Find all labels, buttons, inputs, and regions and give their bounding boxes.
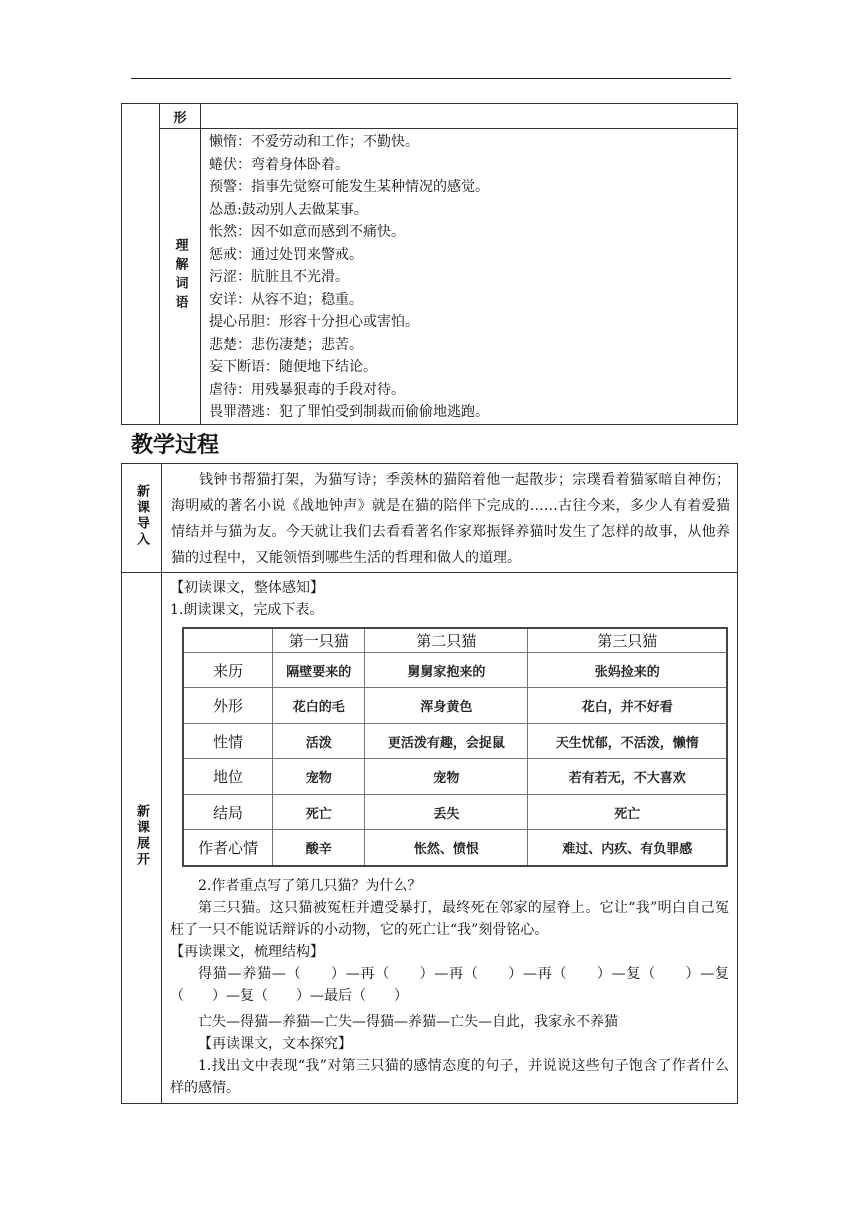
definition-item: 悲楚：悲伤凄楚；悲苦。 [209, 336, 363, 353]
definition-item: 惩戒：通过处罚来警戒。 [209, 246, 363, 263]
definition-item: 污涩：肮脏且不光滑。 [209, 269, 349, 285]
intro-cell [162, 464, 738, 573]
vocab-outer-cell [122, 104, 160, 425]
process-table [121, 463, 738, 1104]
header-rule [131, 78, 731, 79]
vocab-top-content [201, 104, 738, 129]
intro-label-cell [122, 464, 162, 573]
table-cell: 怅然、愤恨 [365, 830, 528, 866]
step2-structure-answer: 亡失—得猫—养猫—亡失—得猫—养猫—亡失—自此，我家永不养猫 [198, 1014, 618, 1030]
table-cell: 丢失 [365, 794, 528, 829]
table-row [183, 830, 727, 866]
table-cell: 更活泼有趣，会捉鼠 [365, 723, 528, 758]
row-label: 来历 [183, 653, 273, 688]
column-header [183, 628, 273, 653]
main-label-cell [122, 573, 162, 1104]
definition-item: 安详：从容不迫；稳重。 [209, 291, 363, 308]
row-label: 结局 [183, 794, 273, 829]
definition-list [201, 129, 737, 424]
definition-item: 怂恿:鼓动别人去做某事。 [209, 201, 368, 218]
main-label: 新课展开 [134, 804, 149, 868]
row-label: 外形 [183, 688, 273, 723]
table-cell: 宠物 [365, 759, 528, 794]
table-cell: 浑身黄色 [365, 688, 528, 723]
table-row [183, 653, 727, 688]
table-row [183, 723, 727, 758]
definition-item: 蜷伏：弯着身体卧着。 [209, 156, 349, 173]
table-cell: 死亡 [528, 794, 727, 829]
table-cell: 舅舅家抱来的 [365, 653, 528, 688]
vocab-definitions-cell [201, 129, 738, 425]
column-header: 第一只猫 [273, 628, 365, 653]
intro-text: 钱钟书帮猫打架，为猫写诗；季羡林的猫陪着他一起散步；宗璞看着猫冢暗自神伤；海明威的著名小说《战地钟声》就是在猫的陪伴下完成的……古往今来，多少人有着爱猫情结并与猫为友。今天就让我们去看看著名作家郑振铎养猫时发生了怎样的故事，从他养猫的过程中，又能领悟到哪些生活的哲理和做人的道理。 [171, 472, 730, 566]
definition-item: 虐待：用残暴狠毒的手段对待。 [209, 381, 405, 398]
table-cell: 花白，并不好看 [528, 688, 727, 723]
intro-label: 新课导入 [134, 484, 149, 548]
section-title: 教学过程 [131, 433, 220, 458]
definition-item: 怅然：因不如意而感到不痛快。 [209, 224, 405, 240]
step1-question2: 2.作者重点写了第几只猫？为什么？ [198, 878, 422, 894]
table-row [183, 759, 727, 794]
table-row [183, 794, 727, 829]
table-cell: 天生忧郁，不活泼，懒惰 [528, 723, 727, 758]
table-cell: 宠物 [273, 759, 365, 794]
vocab-side-label-cell [160, 129, 201, 425]
definition-item: 畏罪潜逃：犯了罪怕受到制裁而偷偷地逃跑。 [209, 404, 489, 420]
table-cell: 死亡 [273, 794, 365, 829]
cat-table-header [183, 628, 727, 653]
table-cell: 难过、内疚、有负罪感 [528, 830, 727, 866]
step3-heading: 【再读课文，文本探究】 [198, 1036, 352, 1052]
step2-structure-blank: 得猫—养猫—（ ）—再（ ）—再（ ）—再（ ）—复（ ）—复（ ）—复（ ）—最后（ ） [170, 966, 729, 1004]
column-header: 第二只猫 [365, 628, 528, 653]
vocabulary-table [121, 103, 738, 425]
definition-item: 妄下断语：随便地下结论。 [209, 359, 377, 375]
definition-item: 提心吊胆：形容十分担心或害怕。 [209, 314, 419, 330]
step1-question1: 1.朗读课文，完成下表。 [170, 602, 324, 618]
row-label: 性情 [183, 723, 273, 758]
row-label: 作者心情 [183, 830, 273, 866]
step1-answer2: 第三只猫。这只猫被冤枉并遭受暴打，最终死在邻家的屋脊上。它让“我”明白自己冤枉了一只不能说话辩诉的小动物，它的死亡让“我”刻骨铭心。 [170, 900, 729, 938]
table-cell: 张妈捡来的 [528, 653, 727, 688]
vocab-top-label: 形 [160, 104, 201, 129]
table-cell: 隔壁要来的 [273, 653, 365, 688]
table-cell: 活泼 [273, 723, 365, 758]
step1-heading: 【初读课文，整体感知】 [170, 580, 324, 596]
table-cell: 花白的毛 [273, 688, 365, 723]
table-cell: 酸辛 [273, 830, 365, 866]
definition-item: 懒惰：不爱劳动和工作；不勤快。 [209, 134, 419, 150]
cat-comparison-table [182, 627, 728, 867]
table-row [183, 688, 727, 723]
table-cell: 若有若无，不大喜欢 [528, 759, 727, 794]
row-label: 地位 [183, 759, 273, 794]
step3-question1: 1.找出文中表现“我”对第三只猫的感情态度的句子，并说说这些句子饱含了作者什么样的感情。 [170, 1058, 729, 1096]
definition-item: 预警：指事先觉察可能发生某种情况的感觉。 [209, 179, 489, 195]
vocab-side-label: 理解词语 [172, 238, 188, 315]
main-cell [162, 573, 738, 1104]
column-header: 第三只猫 [528, 628, 727, 653]
step2-heading: 【再读课文，梳理结构】 [170, 944, 324, 960]
